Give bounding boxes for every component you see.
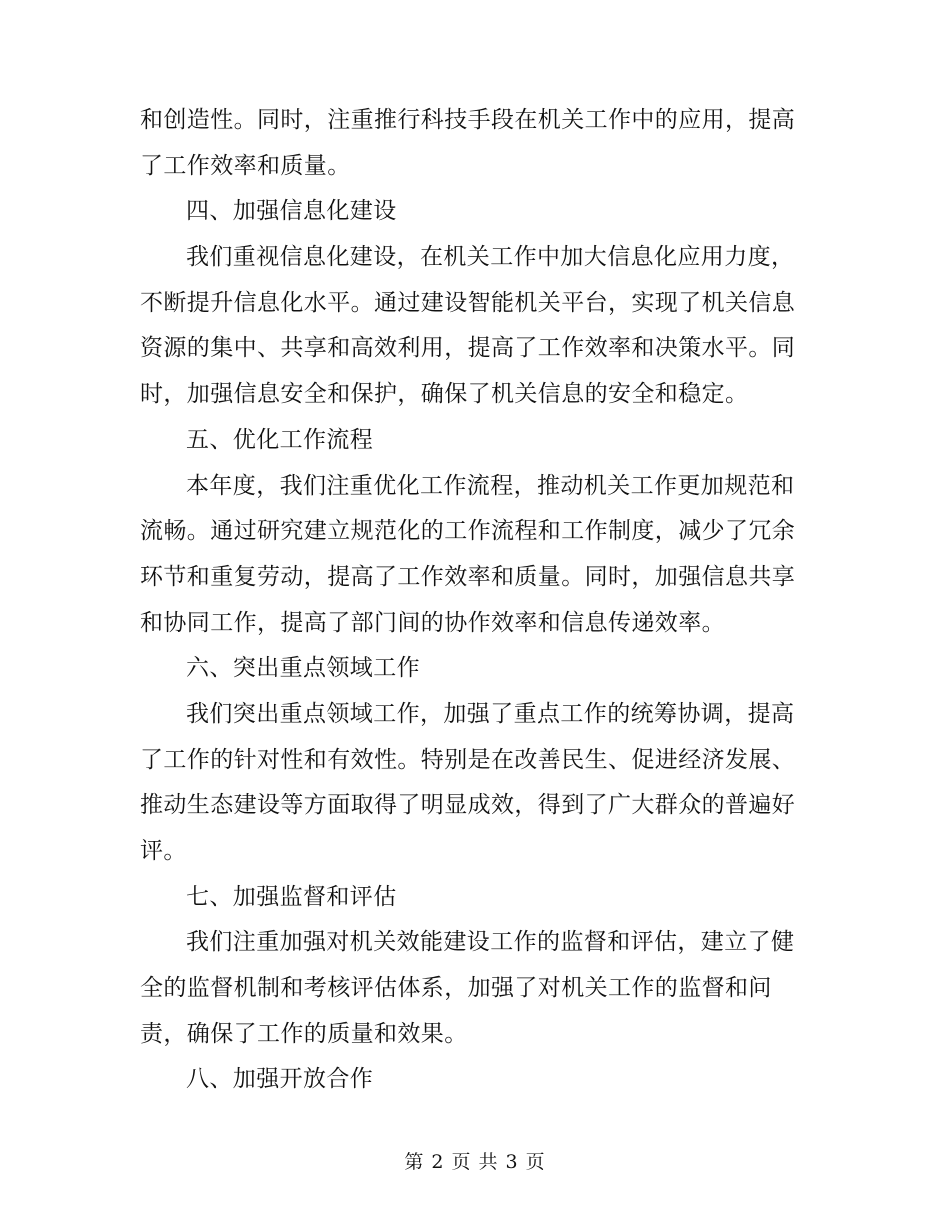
body-text-line: 环节和重复劳动，提高了工作效率和质量。同时，加强信息共享 xyxy=(140,563,796,590)
body-text-line: 推动生态建设等方面取得了明显成效，得到了广大群众的普遍好 xyxy=(140,792,796,819)
body-text-line: 资源的集中、共享和高效利用，提高了工作效率和决策水平。同 xyxy=(140,335,796,362)
page-number-footer: 第 2 页 共 3 页 xyxy=(404,1151,546,1173)
body-text-line: 了工作效率和质量。 xyxy=(140,152,351,179)
body-text-line: 我们突出重点领域工作，加强了重点工作的统筹协调，提高 xyxy=(186,700,795,727)
section-heading-4: 四、加强信息化建设 xyxy=(186,198,397,225)
body-text-line: 我们注重加强对机关效能建设工作的监督和评估，建立了健 xyxy=(186,929,795,956)
document-body xyxy=(140,98,805,1103)
body-text-line: 不断提升信息化水平。通过建设智能机关平台，实现了机关信息 xyxy=(140,289,796,316)
section-heading-7: 七、加强监督和评估 xyxy=(186,883,397,910)
body-text-line: 了工作的针对性和有效性。特别是在改善民生、促进经济发展、 xyxy=(140,746,796,773)
body-text-line: 时，加强信息安全和保护，确保了机关信息的安全和稳定。 xyxy=(140,381,749,408)
section-heading-5: 五、优化工作流程 xyxy=(186,426,374,453)
section-heading-6: 六、突出重点领域工作 xyxy=(186,655,420,682)
body-text-line: 我们重视信息化建设，在机关工作中加大信息化应用力度， xyxy=(186,244,795,271)
body-text-line: 流畅。通过研究建立规范化的工作流程和工作制度，减少了冗余 xyxy=(140,518,796,545)
section-heading-8: 八、加强开放合作 xyxy=(186,1066,374,1093)
body-text-line: 和创造性。同时，注重推行科技手段在机关工作中的应用，提高 xyxy=(140,107,796,133)
body-text-line: 全的监督机制和考核评估体系，加强了对机关工作的监督和问 xyxy=(140,975,772,1002)
body-text-line: 评。 xyxy=(140,838,187,864)
body-text-line: 本年度，我们注重优化工作流程，推动机关工作更加规范和 xyxy=(186,472,795,499)
body-text-line: 和协同工作，提高了部门间的协作效率和信息传递效率。 xyxy=(140,609,725,636)
body-text-line: 责，确保了工作的质量和效果。 xyxy=(140,1020,468,1047)
